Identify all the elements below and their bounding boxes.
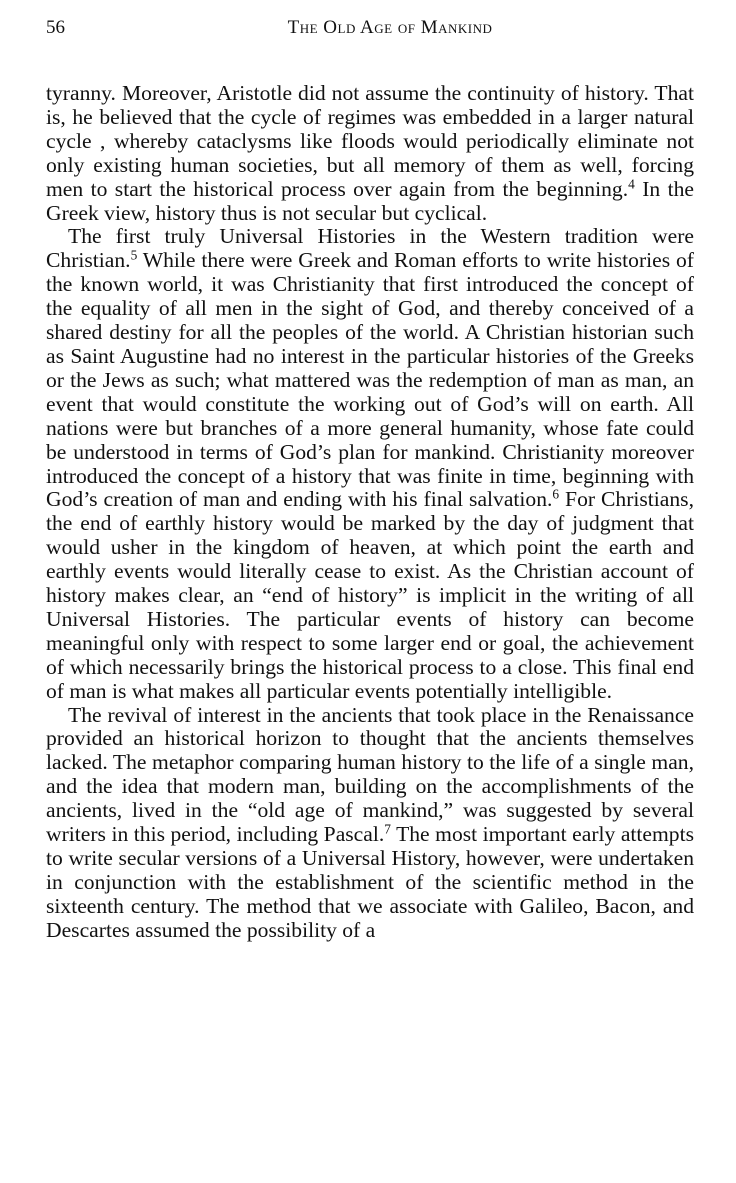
paragraph (46, 704, 694, 943)
text-run: For Christians, the end of earthly history would be marked by the day of judgment that would usher in the kingdom of heaven, at which point the earth and earthly events would literally cease to exist. As the Christian account of history makes clear, an “end of history” is implicit in the writing of all Universal Histories. The particular events of history can become meaningful only with respect to some larger end or goal, the achievement of which necessarily brings the historical process to a close. This final end of man is what makes all particular events potentially intelligible. (46, 487, 694, 703)
running-head (46, 16, 694, 46)
body-text (46, 82, 694, 943)
text-run: The most important early attempts to write secular versions of a Universal History, however, were undertaken in conjunction with the establishment of the scientific method in the sixteenth century. The method that we associate with Galileo, Bacon, and Descartes assumed the possibility of a (46, 822, 694, 942)
footnote-marker: 5 (130, 247, 138, 263)
text-run: The first truly Universal Histories in the Western tradition were Christian. (46, 224, 694, 273)
footnote-marker: 7 (384, 821, 391, 837)
page-number: 56 (46, 17, 65, 38)
text-run: tyranny. Moreover, Aristotle did not assume the continuity of history. That is, he believed that the cycle of regimes was embedded in a larger natural cycle , whereby cataclysms like floods would periodically eliminate not only existing human societies, but all memory of them as well, forcing men to start the historical process over again from the beginning. (46, 81, 694, 201)
text-run: In the Greek view, history thus is not secular but cyclical. (46, 176, 694, 225)
footnote-marker: 4 (628, 176, 635, 192)
text-run: While there were Greek and Roman efforts to write histories of the known world, it was Christianity that first introduced the concept of the equality of all men in the sight of God, and thereby conceived of a shared destiny for all the peoples of the world. A Christian historian such as Saint Augustine had no interest in the particular histories of the Greeks or the Jews as such; what mattered was the redemption of man as man, an event that would constitute the working out of God’s will on earth. All nations were but branches of a more general humanity, whose fate could be understood in terms of God’s plan for mankind. Christianity moreover introduced the concept of a history that was finite in time, beginning with God’s creation of man and ending with his final salvation. (46, 248, 694, 512)
paragraph (46, 82, 694, 225)
book-page (46, 16, 694, 943)
text-run: The revival of interest in the ancients that took place in the Renaissance provided an historical horizon to thought that the ancients themselves lacked. The metaphor comparing human history to the life of a single man, and the idea that modern man, building on the accomplishments of the ancients, lived in the “old age of mankind,” was suggested by several writers in this period, including Pascal. (46, 702, 694, 847)
paragraph (46, 225, 694, 703)
footnote-marker: 6 (552, 487, 560, 503)
running-title: The Old Age of Mankind (287, 17, 493, 38)
